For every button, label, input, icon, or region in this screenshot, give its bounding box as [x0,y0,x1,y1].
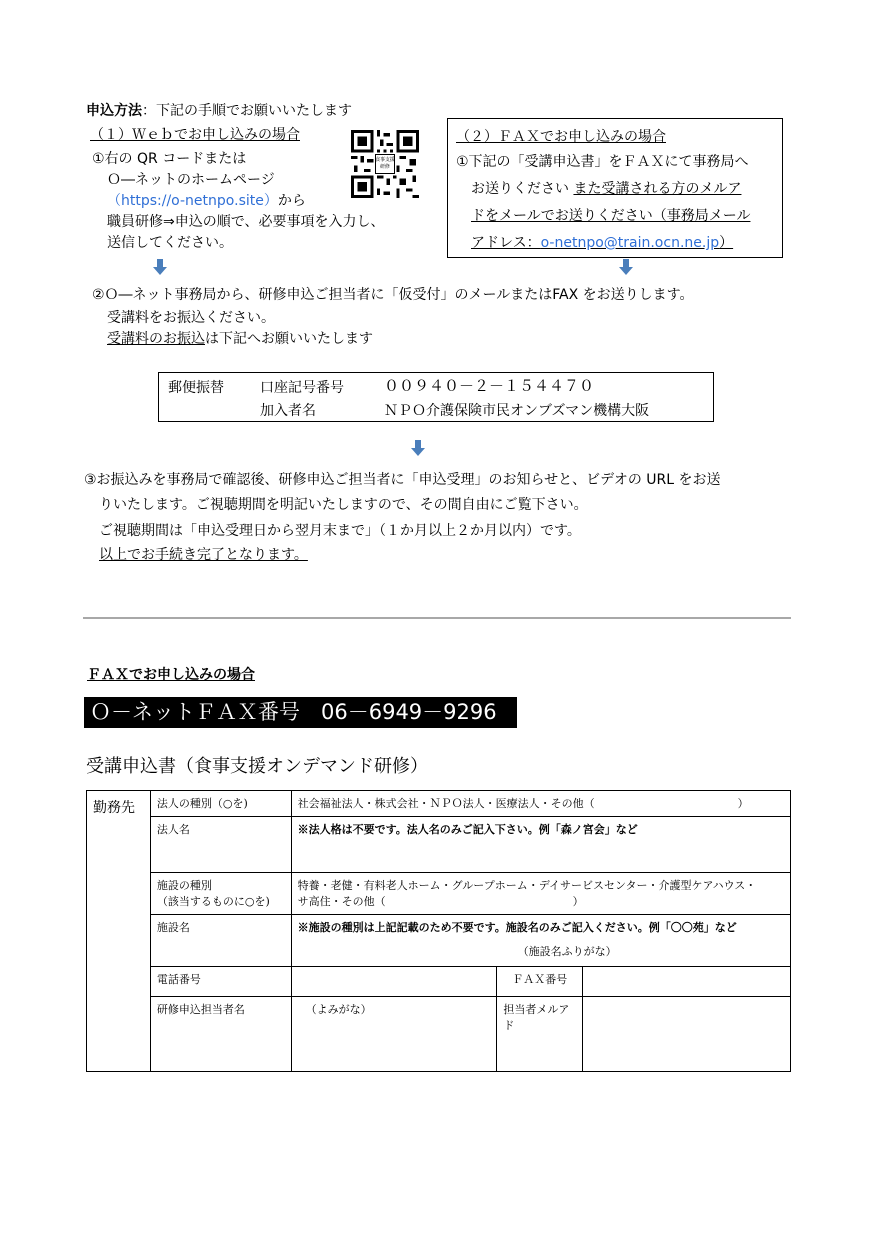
phone-field[interactable] [291,967,497,997]
svg-text:研修: 研修 [380,164,390,171]
web-line-1: ①右の QR コードまたは [92,151,247,167]
web-line-4: 職員研修⇒申込の順で、必要事項を入力し、 [107,214,385,230]
form-title: 受講申込書（食事支援オンデマンド研修） [86,756,428,777]
step2-line-3b: は下記へお願いいたします [205,331,373,347]
fax-box-line-3: ドをメールでお送りください（事務局メール [471,208,751,224]
method-heading [86,100,352,120]
fax-section-heading: ＦＡＸでお申し込みの場合 [87,667,255,683]
fax-box-line-4 [471,232,733,252]
contact-name-label: 研修申込担当者名 [150,997,291,1072]
step2-line-1: ②Ｏ―ネット事務局から、研修申込ご担当者に「仮受付」のメールまたはFAX をお送りします。 [92,287,694,303]
facility-type-options[interactable] [291,873,790,915]
contact-name-field[interactable]: （よみがな） [291,997,497,1072]
workplace-label: 勤務先 [87,791,151,1072]
facility-name-note: ※施設の種別は上記記載のため不要です。施設名のみご記入ください。例「〇〇苑」など [297,921,737,934]
step3-line-1: ③お振込みを事務局で確認後、研修申込ご担当者に「申込受理」のお知らせと、ビデオの URL をお送 [84,472,721,488]
down-arrow-icon [411,440,425,456]
email-field[interactable] [583,997,791,1072]
phone-label: 電話番号 [150,967,291,997]
facility-type-options-1: 特養・老健・有料老人ホーム・グループホーム・デイサービスセンター・介護型ケアハウス・ [297,879,757,892]
web-heading: （１）Ｗｅｂでお申し込みの場合 [90,127,300,143]
bank-account-label: 口座記号番号 [260,380,344,396]
bank-account-name: ＮＰＯ介護保険市民オンブズマン機構大阪 [384,403,650,419]
down-arrow-icon [153,259,167,275]
bank-type: 郵便振替 [168,380,224,396]
facility-name-label: 施設名 [150,915,291,967]
office-email-link[interactable]: o-netnpo@train.ocn.ne.jp [540,235,720,251]
facility-kana-label: （施設名ふりがな） [517,945,617,958]
fax-label: ＦＡＸ番号 [497,967,583,997]
facility-name-field[interactable] [291,915,790,967]
facility-type-options-2: サ高住・その他（ ） [297,895,584,908]
corp-type-label: 法人の種別（○を) [150,791,291,817]
fax-field[interactable] [583,967,791,997]
fax-box-heading: （２）ＦＡＸでお申し込みの場合 [456,129,666,145]
step2-line-3a: 受講料のお振込 [107,331,205,347]
step2-line-2: 受講料をお振込ください。 [107,310,275,326]
step3-line-4: 以上でお手続き完了となります。 [99,547,308,563]
step2-line-3 [107,328,373,348]
down-arrow-icon [619,259,633,275]
fax-box-line-4c: ） [719,235,734,251]
corp-name-label: 法人名 [150,817,291,873]
application-form-table [86,790,791,1072]
email-label: 担当者メルアド [497,997,583,1072]
corp-name-field[interactable]: ※法人格は不要です。法人名のみご記入下さい。例「森ノ宮会」など [291,817,790,873]
step3-line-2: りいたします。ご視聴期間を明記いたしますので、その間自由にご覧下さい。 [99,497,588,513]
fax-box-line-2b: また受講される方のメルア [573,181,742,197]
fax-box-line-2 [471,178,741,198]
fax-number-banner: Ｏ－ネットＦＡＸ番号 06－6949－9296 [84,697,517,728]
method-subtitle: ：下記の手順でお願いいたします [142,103,352,119]
homepage-link[interactable]: （https://o-netnpo.site） [107,193,278,209]
bank-name-label: 加入者名 [260,403,316,419]
facility-type-label-2: （該当するものに○を) [156,895,270,908]
fax-box-line-4a: アドレス： [471,235,541,251]
qr-code-image[interactable] [351,130,419,198]
step3-line-3: ご視聴期間は「申込受理日から翌月末まで」（１か月以上２か月以内）です。 [99,523,581,539]
web-url-suffix: から [277,193,306,209]
facility-type-label-1: 施設の種別 [156,879,212,892]
bank-account-number: ００９４０－２－１５４４７０ [384,377,595,395]
corp-type-options[interactable]: 社会福祉法人・株式会社・ＮＰＯ法人・医療法人・その他（ ） [291,791,790,817]
web-line-2: Ｏ―ネットのホームページ [107,172,275,188]
section-divider [83,617,791,619]
method-title: 申込方法 [86,103,142,119]
fax-box-line-1: ①下記の「受講申込書」をＦＡＸにて事務局へ [456,154,749,170]
web-line-3 [107,190,306,210]
web-line-5: 送信してください。 [107,235,233,251]
fax-box-line-2a: お送りください [471,181,569,197]
facility-type-label [150,873,291,915]
svg-text:食事支援: 食事支援 [375,157,395,164]
